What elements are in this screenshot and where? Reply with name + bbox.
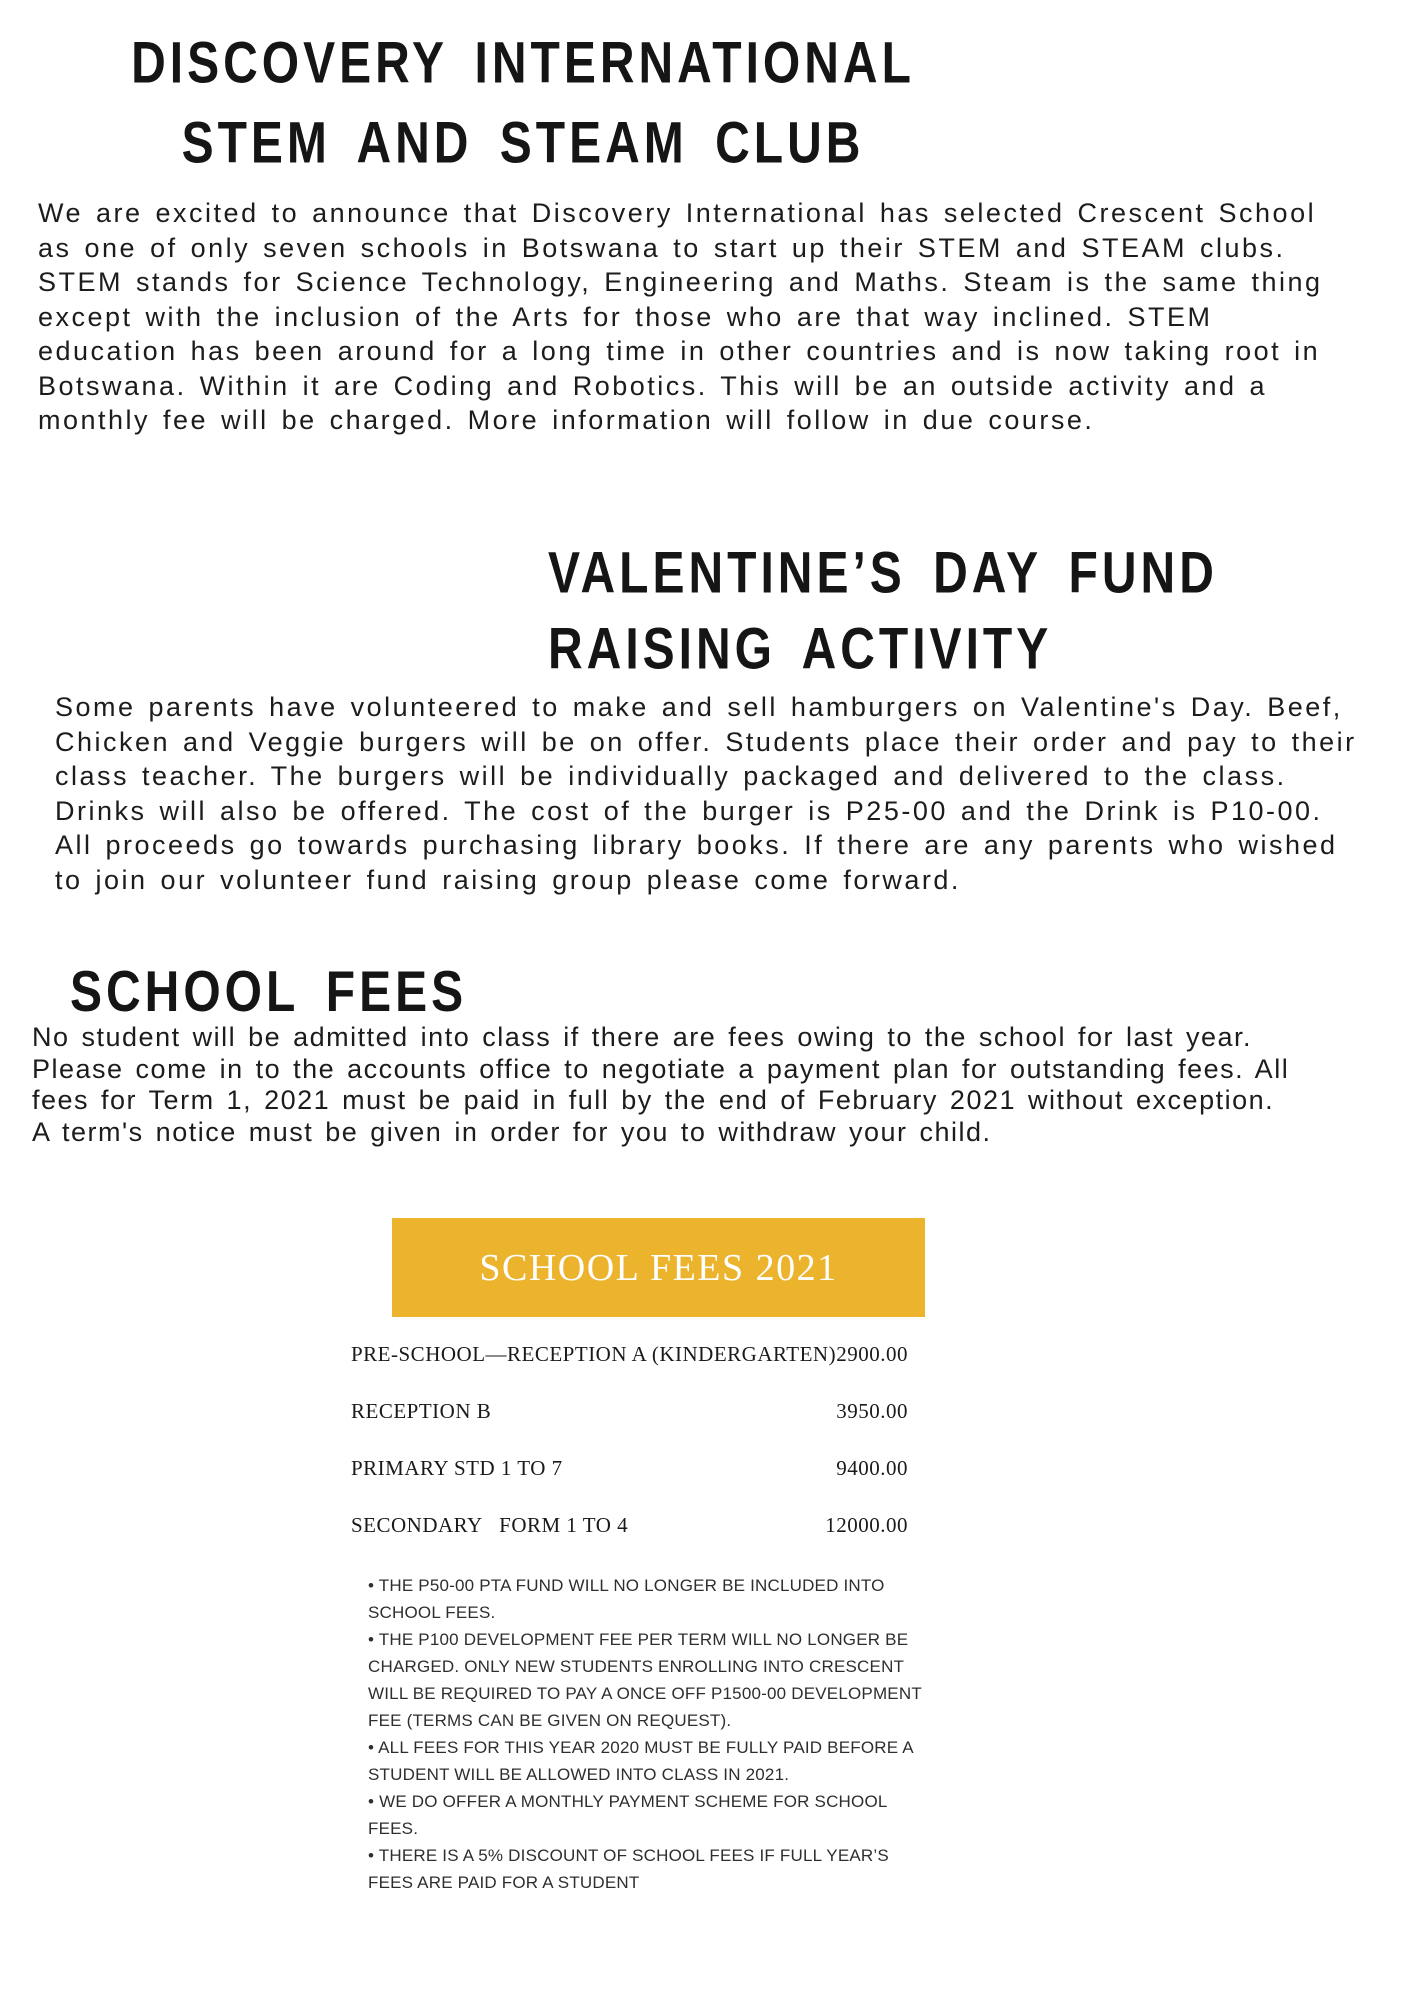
valentine-title-line1: VALENTINE’S DAY FUND bbox=[548, 541, 1218, 606]
valentine-title-line2: RAISING ACTIVITY bbox=[548, 617, 1053, 682]
fee-row-amount: 3950.00 bbox=[836, 1399, 908, 1423]
valentine-section-title bbox=[548, 540, 1218, 682]
stem-section-body: We are excited to announce that Discovery International has selected Crescent School as one of only seven schools in Botswana to start up their STEM and STEAM clubs. STEM stands for Science Technology, Engineering and Maths. Steam is the same thing except with the inclusion of the Arts for those who are that way inclined. STEM education has been around for a long time in other countries and is now taking root in Botswana. Within it are Coding and Robotics. This will be an outside activity and a monthly fee will be charged. More information will follow in due course. bbox=[38, 198, 1323, 435]
fee-row-label: RECEPTION B bbox=[351, 1399, 492, 1423]
fee-row-amount: 2900.00 bbox=[836, 1342, 908, 1366]
school-fees-body: No student will be admitted into class if there are fees owing to the school for last year. Please come in to the accounts office to negotiate a payment plan for outstanding fees. All fees for Term 1, 2021 must be paid in full by the end of February 2021 without exception. A term's notice must be given in order for you to withdraw your child. bbox=[32, 1022, 1290, 1147]
valentine-section-body: Some parents have volunteered to make and sell hamburgers on Valentine's Day. Beef, Chicken and Veggie burgers will be on offer. Students place their order and pay to their class teacher. The burgers will be individually packaged and delivered to the class. Drinks will also be offered. The cost of the burger is P25-00 and the Drink is P10-00. All proceeds go towards purchasing library books. If there are any parents who wished to join our volunteer fund raising group please come forward. bbox=[55, 692, 1357, 895]
table-row bbox=[351, 1399, 908, 1456]
school-fees-heading: SCHOOL FEES bbox=[70, 960, 468, 1025]
stem-section-title bbox=[113, 30, 933, 176]
table-row bbox=[351, 1513, 908, 1570]
school-fees-table bbox=[351, 1342, 908, 1570]
fee-row-label: PRIMARY STD 1 TO 7 bbox=[351, 1456, 563, 1480]
list-item: • WE DO OFFER A MONTHLY PAYMENT SCHEME FOR SCHOOL FEES. bbox=[368, 1792, 887, 1838]
list-item: • THE P100 DEVELOPMENT FEE PER TERM WILL NO LONGER BE CHARGED. ONLY NEW STUDENTS ENROLLING INTO CRESCENT WILL BE REQUIRED TO PAY A ONCE OFF P1500-00 DEVELOPMENT FEE (TERMS CAN BE GIVEN ON REQUEST). bbox=[368, 1630, 922, 1730]
fee-row-amount: 12000.00 bbox=[825, 1513, 908, 1537]
school-fees-banner-label: SCHOOL FEES 2021 bbox=[479, 1246, 838, 1289]
list-item: • ALL FEES FOR THIS YEAR 2020 MUST BE FULLY PAID BEFORE A STUDENT WILL BE ALLOWED INTO CLASS IN 2021. bbox=[368, 1738, 913, 1784]
table-row bbox=[351, 1342, 908, 1399]
school-fees-banner bbox=[392, 1218, 925, 1317]
list-item: • THERE IS A 5% DISCOUNT OF SCHOOL FEES IF FULL YEAR’S FEES ARE PAID FOR A STUDENT bbox=[368, 1846, 889, 1892]
fee-row-amount: 9400.00 bbox=[836, 1456, 908, 1480]
fee-row-label: PRE-SCHOOL—RECEPTION A (KINDERGARTEN) bbox=[351, 1342, 837, 1366]
fee-row-label: SECONDARY FORM 1 TO 4 bbox=[351, 1513, 629, 1537]
school-fees-notes bbox=[368, 1572, 928, 1896]
stem-title-line2: STEM AND STEAM CLUB bbox=[181, 111, 865, 176]
list-item: • THE P50-00 PTA FUND WILL NO LONGER BE INCLUDED INTO SCHOOL FEES. bbox=[368, 1576, 885, 1622]
table-row bbox=[351, 1456, 908, 1513]
stem-title-line1: DISCOVERY INTERNATIONAL bbox=[131, 31, 915, 96]
